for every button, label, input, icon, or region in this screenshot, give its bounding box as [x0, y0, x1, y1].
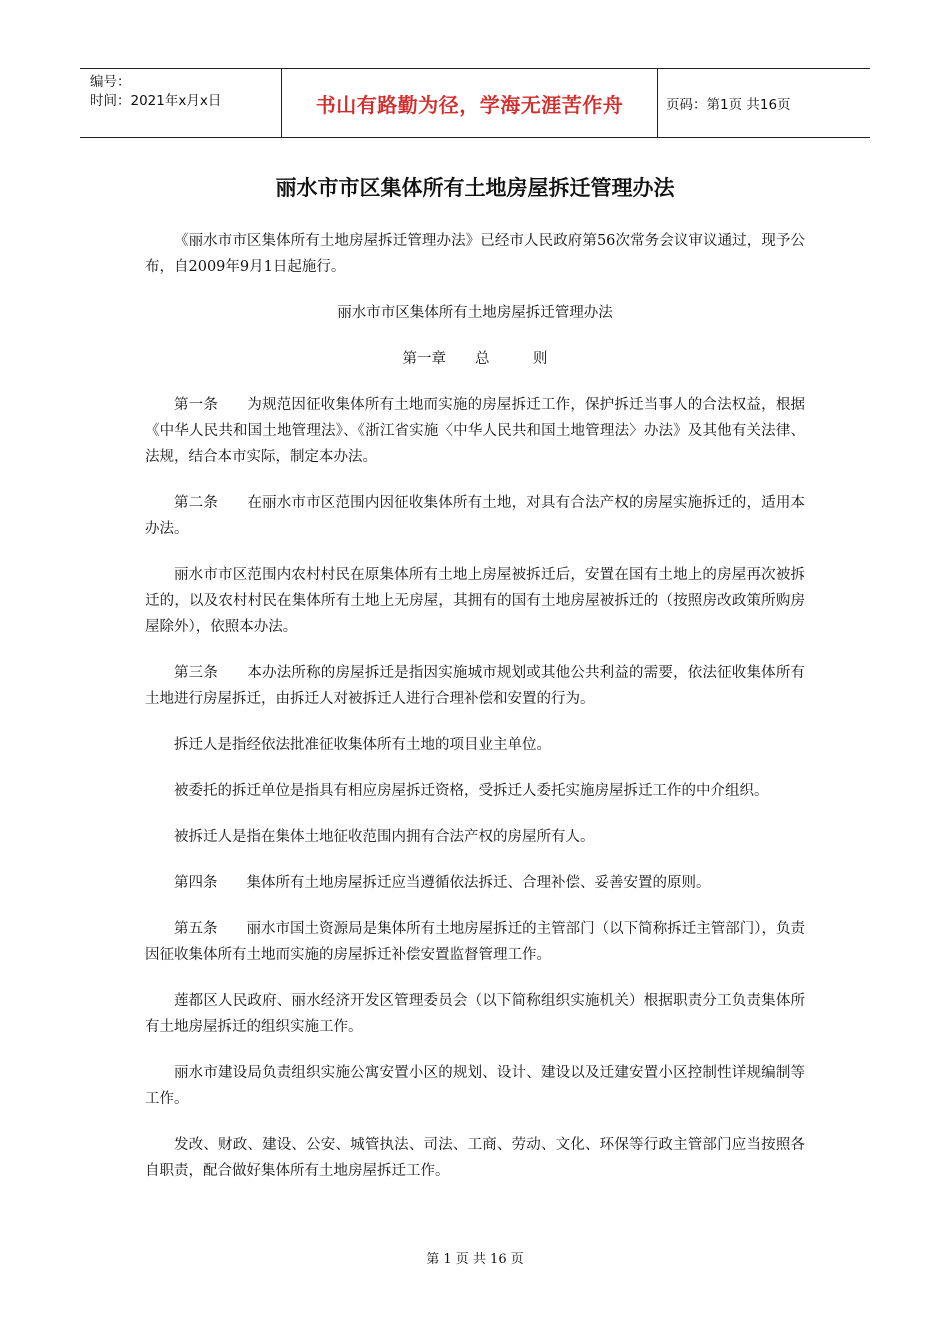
page-footer: 第 1 页 共 16 页: [426, 1252, 524, 1267]
preamble-paragraph: 《丽水市市区集体所有土地房屋拆迁管理办法》已经市人民政府第56次常务会议审议通过，现予公布，自2009年9月1日起施行。: [145, 233, 805, 275]
subtitle: 丽水市市区集体所有土地房屋拆迁管理办法: [337, 305, 613, 321]
header-motto: 书山有路勤为径，学海无涯苦作舟: [315, 92, 624, 117]
article-5-para-3: 丽水市建设局负责组织实施公寓安置小区的规划、设计、建设以及迁建安置小区控制性详规编制等工作。: [145, 1065, 805, 1107]
document-body: [145, 228, 805, 1204]
article-5: 第五条 丽水市国土资源局是集体所有土地房屋拆迁的主管部门（以下简称拆迁主管部门），负责因征收集体所有土地而实施的房屋拆迁补偿安置监督管理工作。: [145, 921, 805, 963]
page-info-text: 页码：第1页 共16页: [666, 97, 791, 113]
article-3-para-4: 被拆迁人是指在集体土地征收范围内拥有合法产权的房屋所有人。: [174, 829, 595, 845]
page-header: [80, 68, 870, 138]
chapter-heading: 第一章 总 则: [402, 351, 548, 367]
article-5-para-4: 发改、财政、建设、公安、城管执法、司法、工商、劳动、文化、环保等行政主管部门应当按照各自职责，配合做好集体所有土地房屋拆迁工作。: [145, 1137, 805, 1179]
article-3-para-2: 拆迁人是指经依法批准征收集体所有土地的项目业主单位。: [174, 737, 551, 753]
article-1: 第一条 为规范因征收集体所有土地而实施的房屋拆迁工作，保护拆迁当事人的合法权益，根据《中华人民共和国土地管理法》、《浙江省实施〈中华人民共和国土地管理法〉办法》及其他有关法律、法规，结合本市实际，制定本办法。: [145, 397, 805, 465]
document-date: 时间：2021年x月x日: [90, 93, 222, 109]
article-4: 第四条 集体所有土地房屋拆迁应当遵循依法拆迁、合理补偿、妥善安置的原则。: [174, 875, 711, 891]
article-3: 第三条 本办法所称的房屋拆迁是指因实施城市规划或其他公共利益的需要，依法征收集体所有土地进行房屋拆迁，由拆迁人对被拆迁人进行合理补偿和安置的行为。: [145, 665, 805, 707]
header-page-info: [658, 69, 870, 137]
document-number-label: 编号：: [90, 74, 131, 90]
article-5-para-2: 莲都区人民政府、丽水经济开发区管理委员会（以下简称组织实施机关）根据职责分工负责集体所有土地房屋拆迁的组织实施工作。: [145, 993, 805, 1035]
header-meta: [80, 69, 282, 137]
header-motto-cell: [282, 69, 658, 137]
article-2-para-2: 丽水市市区范围内农村村民在原集体所有土地上房屋被拆迁后，安置在国有土地上的房屋再次被拆迁的，以及农村村民在集体所有土地上无房屋，其拥有的国有土地房屋被拆迁的（按照房改政策所购房屋除外），依照本办法。: [145, 567, 805, 635]
article-2: 第二条 在丽水市市区范围内因征收集体所有土地，对具有合法产权的房屋实施拆迁的，适用本办法。: [145, 495, 805, 537]
article-3-para-3: 被委托的拆迁单位是指具有相应房屋拆迁资格，受拆迁人委托实施房屋拆迁工作的中介组织。: [174, 783, 769, 799]
document-title: 丽水市市区集体所有土地房屋拆迁管理办法: [275, 176, 675, 200]
